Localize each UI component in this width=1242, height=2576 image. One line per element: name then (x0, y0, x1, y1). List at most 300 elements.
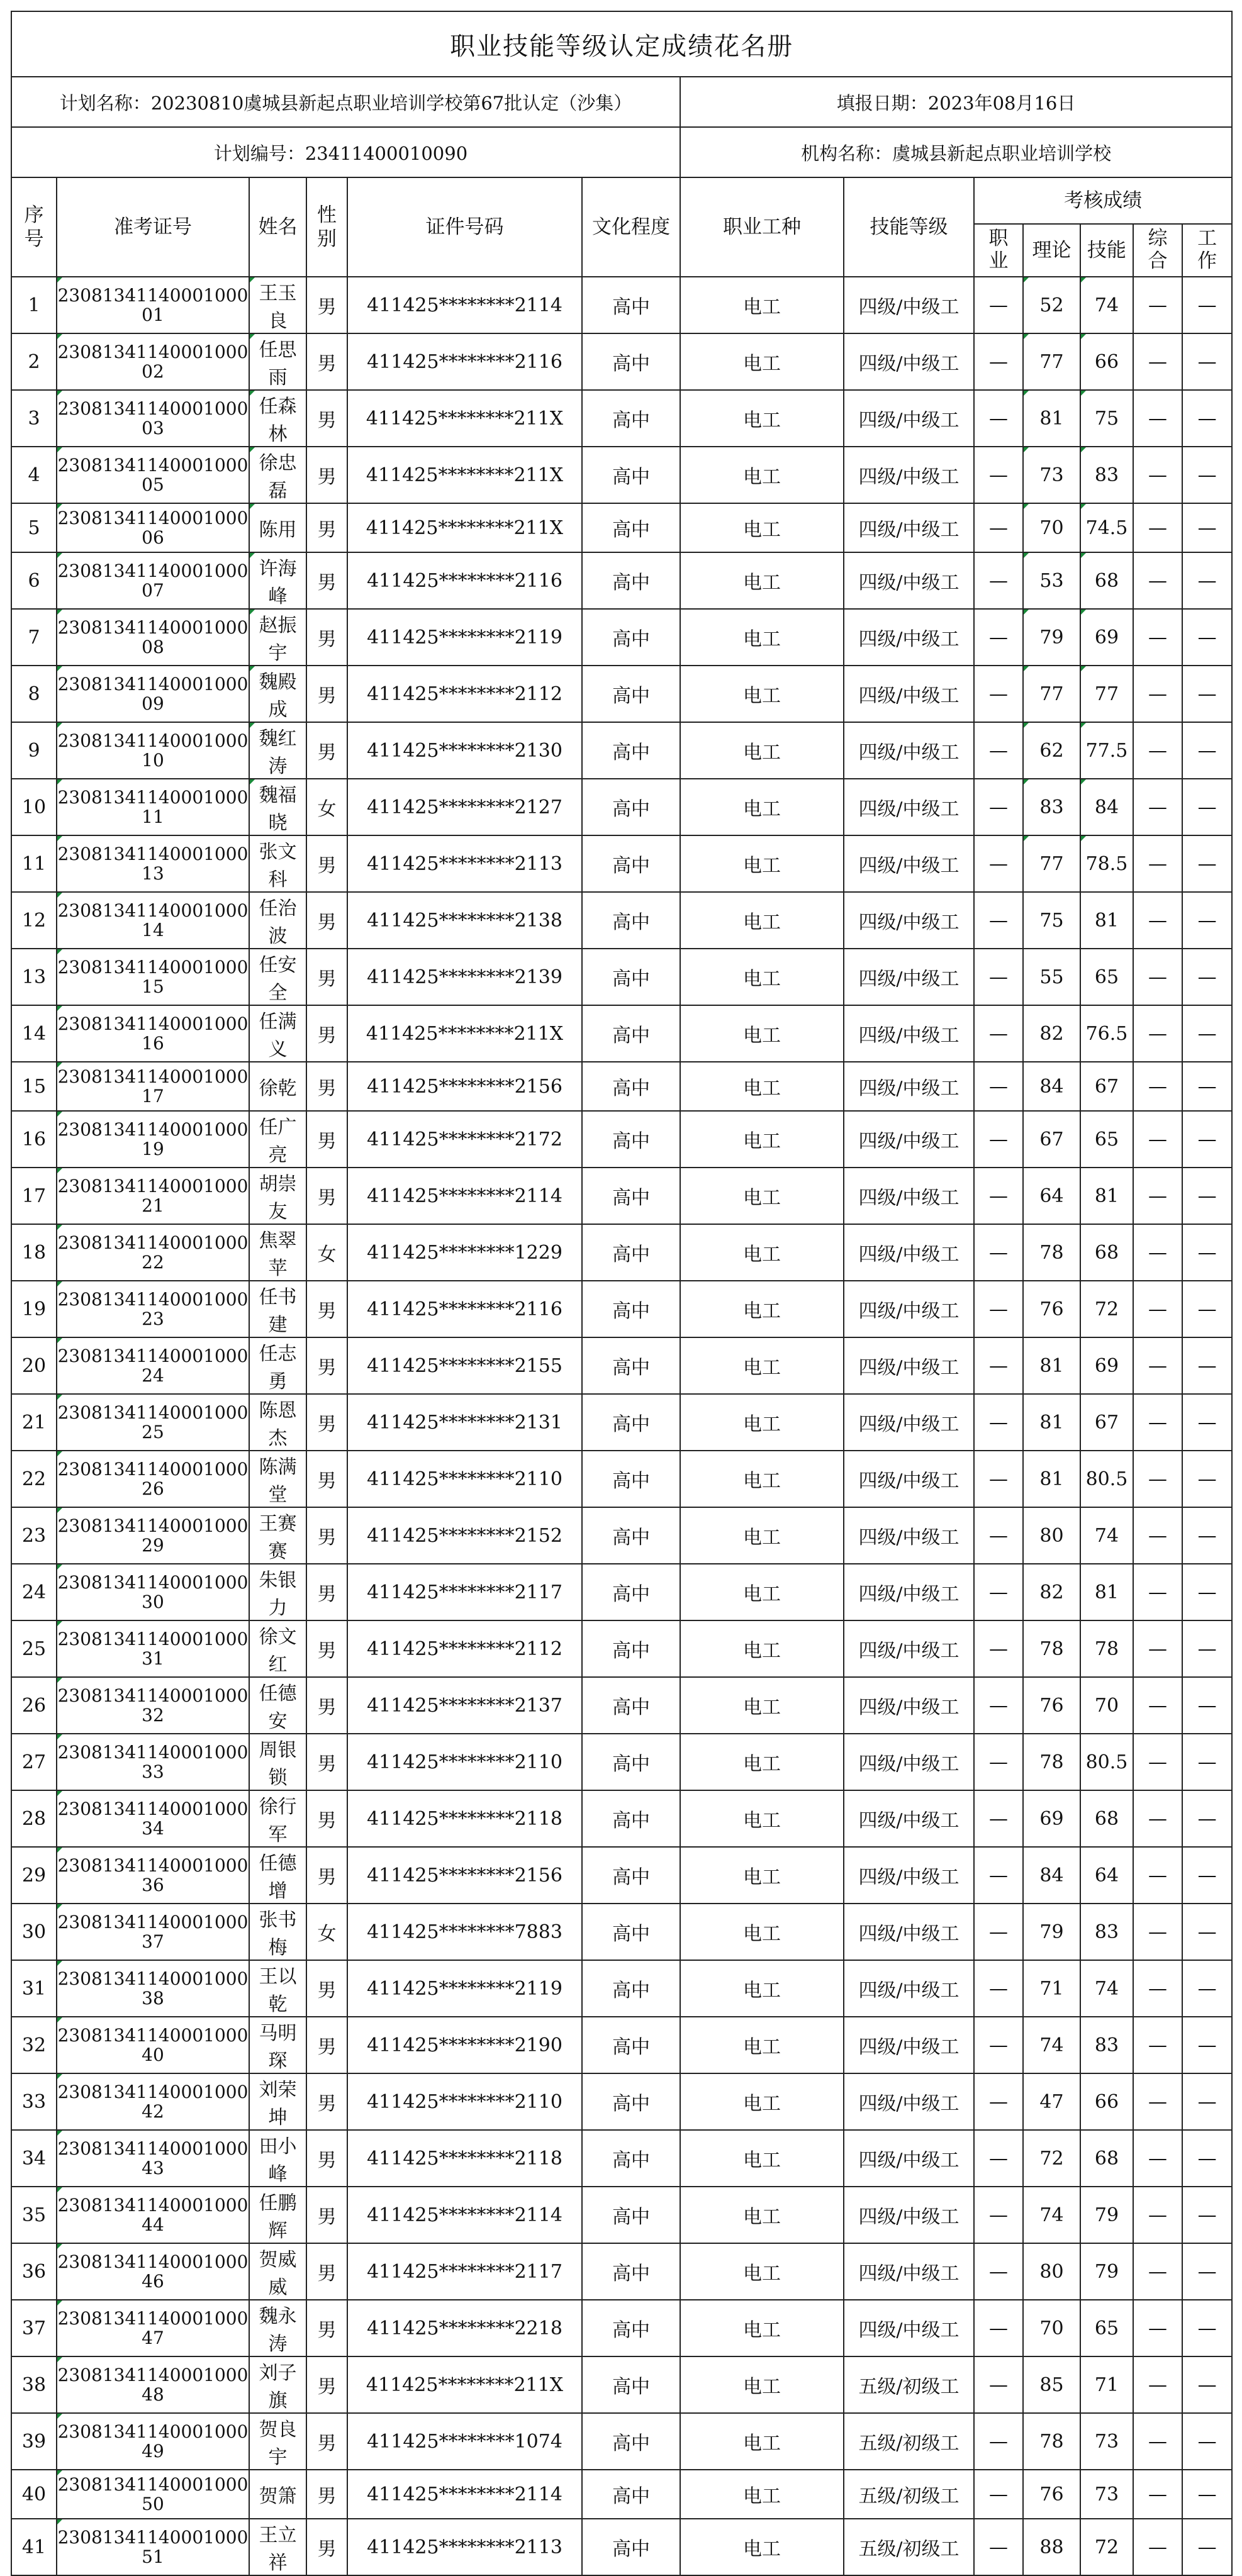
cell-education: 高中 (582, 1904, 680, 1960)
cell-education: 高中 (582, 277, 680, 333)
cell-score-skill: 67 (1080, 1062, 1133, 1111)
cell-score-work: — (1182, 552, 1232, 609)
cell-seq: 13 (11, 949, 57, 1005)
cell-skill-level: 四级/中级工 (844, 1734, 974, 1790)
cell-seq: 18 (11, 1224, 57, 1281)
cell-gender: 男 (306, 1620, 347, 1677)
cell-score-theory: 72 (1023, 2130, 1080, 2187)
cell-id-no: 411425********2152 (347, 1507, 582, 1564)
cell-gender: 男 (306, 2470, 347, 2519)
cell-id-no: 411425********7883 (347, 1904, 582, 1960)
cell-occupation: 电工 (680, 390, 844, 447)
cell-id-no: 411425********2138 (347, 892, 582, 949)
cell-id-no: 411425********2112 (347, 666, 582, 722)
cell-score-comprehensive: — (1133, 1451, 1182, 1507)
cell-exam-no: 2308134114000100010 (57, 722, 249, 779)
cell-score-professional: — (974, 1168, 1023, 1224)
cell-exam-no: 2308134114000100023 (57, 1281, 249, 1337)
cell-score-professional: — (974, 1960, 1023, 2017)
cell-id-no: 411425********2130 (347, 722, 582, 779)
cell-score-professional: — (974, 779, 1023, 835)
cell-name: 魏红涛 (249, 722, 306, 779)
cell-score-skill: 69 (1080, 609, 1133, 666)
cell-exam-no: 2308134114000100048 (57, 2356, 249, 2413)
cell-score-comprehensive: — (1133, 1224, 1182, 1281)
cell-seq: 12 (11, 892, 57, 949)
cell-education: 高中 (582, 2356, 680, 2413)
cell-occupation: 电工 (680, 2130, 844, 2187)
cell-occupation: 电工 (680, 609, 844, 666)
cell-gender: 男 (306, 2300, 347, 2356)
table-row (11, 447, 1232, 503)
cell-score-theory: 79 (1023, 609, 1080, 666)
cell-occupation: 电工 (680, 1734, 844, 1790)
cell-education: 高中 (582, 2300, 680, 2356)
cell-education: 高中 (582, 1790, 680, 1847)
cell-score-comprehensive: — (1133, 1960, 1182, 2017)
cell-score-theory: 53 (1023, 552, 1080, 609)
cell-score-work: — (1182, 277, 1232, 333)
cell-score-skill: 76.5 (1080, 1005, 1133, 1062)
cell-education: 高中 (582, 2413, 680, 2470)
table-row (11, 2356, 1232, 2413)
header-seq: 序号 (11, 177, 57, 277)
cell-score-skill: 78 (1080, 1620, 1133, 1677)
cell-score-skill: 81 (1080, 1168, 1133, 1224)
cell-name: 焦翠苹 (249, 1224, 306, 1281)
cell-education: 高中 (582, 1677, 680, 1734)
cell-exam-no: 2308134114000100034 (57, 1790, 249, 1847)
cell-id-no: 411425********2110 (347, 1734, 582, 1790)
cell-score-comprehensive: — (1133, 1677, 1182, 1734)
cell-exam-no: 2308134114000100003 (57, 390, 249, 447)
cell-score-comprehensive: — (1133, 333, 1182, 390)
cell-score-skill: 77.5 (1080, 722, 1133, 779)
cell-occupation: 电工 (680, 2187, 844, 2243)
cell-seq: 6 (11, 552, 57, 609)
cell-score-comprehensive: — (1133, 2519, 1182, 2575)
cell-skill-level: 四级/中级工 (844, 1224, 974, 1281)
cell-score-skill: 68 (1080, 552, 1133, 609)
cell-occupation: 电工 (680, 949, 844, 1005)
cell-score-skill: 78.5 (1080, 835, 1133, 892)
cell-skill-level: 五级/初级工 (844, 2356, 974, 2413)
cell-score-professional: — (974, 892, 1023, 949)
cell-score-professional: — (974, 552, 1023, 609)
cell-score-skill: 70 (1080, 1677, 1133, 1734)
cell-score-skill: 81 (1080, 1564, 1133, 1620)
cell-seq: 25 (11, 1620, 57, 1677)
table-row (11, 1620, 1232, 1677)
cell-score-theory: 69 (1023, 1790, 1080, 1847)
cell-skill-level: 四级/中级工 (844, 1960, 974, 2017)
cell-exam-no: 2308134114000100005 (57, 447, 249, 503)
cell-exam-no: 2308134114000100046 (57, 2243, 249, 2300)
cell-score-professional: — (974, 1224, 1023, 1281)
cell-score-skill: 75 (1080, 390, 1133, 447)
cell-occupation: 电工 (680, 2356, 844, 2413)
table-row (11, 1062, 1232, 1111)
cell-score-theory: 70 (1023, 503, 1080, 552)
cell-score-work: — (1182, 447, 1232, 503)
cell-score-skill: 74 (1080, 1507, 1133, 1564)
cell-name: 张书梅 (249, 1904, 306, 1960)
cell-score-comprehensive: — (1133, 1394, 1182, 1451)
cell-score-skill: 80.5 (1080, 1734, 1133, 1790)
cell-score-comprehensive: — (1133, 1337, 1182, 1394)
cell-gender: 男 (306, 1394, 347, 1451)
cell-name: 胡崇友 (249, 1168, 306, 1224)
cell-skill-level: 四级/中级工 (844, 2243, 974, 2300)
table-row (11, 2470, 1232, 2519)
cell-name: 任满义 (249, 1005, 306, 1062)
cell-education: 高中 (582, 2017, 680, 2073)
cell-id-no: 411425********211X (347, 447, 582, 503)
cell-gender: 男 (306, 1790, 347, 1847)
cell-score-theory: 74 (1023, 2187, 1080, 2243)
cell-score-work: — (1182, 1507, 1232, 1564)
cell-seq: 41 (11, 2519, 57, 2575)
cell-name: 任德安 (249, 1677, 306, 1734)
cell-score-theory: 84 (1023, 1847, 1080, 1904)
cell-id-no: 411425********2156 (347, 1847, 582, 1904)
cell-education: 高中 (582, 892, 680, 949)
cell-education: 高中 (582, 390, 680, 447)
cell-occupation: 电工 (680, 1337, 844, 1394)
table-row (11, 2519, 1232, 2575)
cell-gender: 男 (306, 2017, 347, 2073)
table-row (11, 1394, 1232, 1451)
table-row (11, 1337, 1232, 1394)
cell-occupation: 电工 (680, 1111, 844, 1168)
cell-skill-level: 四级/中级工 (844, 1620, 974, 1677)
cell-gender: 男 (306, 2187, 347, 2243)
cell-education: 高中 (582, 835, 680, 892)
cell-score-work: — (1182, 333, 1232, 390)
cell-score-professional: — (974, 1734, 1023, 1790)
cell-score-work: — (1182, 1451, 1232, 1507)
cell-seq: 33 (11, 2073, 57, 2130)
cell-score-theory: 77 (1023, 333, 1080, 390)
cell-gender: 男 (306, 892, 347, 949)
cell-exam-no: 2308134114000100043 (57, 2130, 249, 2187)
cell-skill-level: 四级/中级工 (844, 1281, 974, 1337)
cell-score-comprehensive: — (1133, 2187, 1182, 2243)
cell-id-no: 411425********2127 (347, 779, 582, 835)
cell-name: 任森林 (249, 390, 306, 447)
cell-score-comprehensive: — (1133, 2470, 1182, 2519)
score-roster-table (11, 11, 1233, 2576)
cell-gender: 男 (306, 949, 347, 1005)
cell-skill-level: 四级/中级工 (844, 390, 974, 447)
cell-score-work: — (1182, 835, 1232, 892)
cell-name: 魏殿成 (249, 666, 306, 722)
cell-gender: 男 (306, 2519, 347, 2575)
cell-score-work: — (1182, 892, 1232, 949)
cell-score-comprehensive: — (1133, 2413, 1182, 2470)
cell-seq: 34 (11, 2130, 57, 2187)
cell-occupation: 电工 (680, 447, 844, 503)
cell-id-no: 411425********2114 (347, 1168, 582, 1224)
cell-id-no: 411425********1229 (347, 1224, 582, 1281)
table-row (11, 1005, 1232, 1062)
cell-skill-level: 四级/中级工 (844, 1168, 974, 1224)
cell-id-no: 411425********2116 (347, 1281, 582, 1337)
cell-skill-level: 四级/中级工 (844, 1847, 974, 1904)
cell-name: 田小峰 (249, 2130, 306, 2187)
cell-score-comprehensive: — (1133, 503, 1182, 552)
cell-score-professional: — (974, 333, 1023, 390)
cell-skill-level: 四级/中级工 (844, 1507, 974, 1564)
cell-score-work: — (1182, 2017, 1232, 2073)
cell-score-work: — (1182, 1281, 1232, 1337)
cell-score-skill: 68 (1080, 1790, 1133, 1847)
header-score-skill: 技能 (1080, 224, 1133, 277)
cell-id-no: 411425********2112 (347, 1620, 582, 1677)
cell-skill-level: 四级/中级工 (844, 1062, 974, 1111)
cell-name: 贺威威 (249, 2243, 306, 2300)
header-scores: 考核成绩 (974, 177, 1232, 224)
cell-score-work: — (1182, 949, 1232, 1005)
header-score-work: 工作 (1182, 224, 1232, 277)
cell-score-comprehensive: — (1133, 2130, 1182, 2187)
cell-name: 刘子旗 (249, 2356, 306, 2413)
cell-name: 徐忠磊 (249, 447, 306, 503)
cell-score-comprehensive: — (1133, 609, 1182, 666)
cell-name: 徐行军 (249, 1790, 306, 1847)
table-row (11, 2073, 1232, 2130)
table-row (11, 1790, 1232, 1847)
cell-id-no: 411425********2156 (347, 1062, 582, 1111)
table-row (11, 1734, 1232, 1790)
cell-score-theory: 76 (1023, 2470, 1080, 2519)
table-row (11, 1904, 1232, 1960)
cell-education: 高中 (582, 503, 680, 552)
cell-education: 高中 (582, 1620, 680, 1677)
cell-name: 任治波 (249, 892, 306, 949)
cell-id-no: 411425********2172 (347, 1111, 582, 1168)
cell-score-professional: — (974, 1904, 1023, 1960)
cell-name: 任志勇 (249, 1337, 306, 1394)
cell-score-professional: — (974, 2470, 1023, 2519)
cell-exam-no: 2308134114000100008 (57, 609, 249, 666)
cell-occupation: 电工 (680, 552, 844, 609)
cell-score-theory: 78 (1023, 1620, 1080, 1677)
cell-exam-no: 2308134114000100026 (57, 1451, 249, 1507)
cell-score-professional: — (974, 2017, 1023, 2073)
cell-name: 魏福晓 (249, 779, 306, 835)
cell-education: 高中 (582, 2073, 680, 2130)
cell-education: 高中 (582, 1168, 680, 1224)
cell-score-professional: — (974, 1677, 1023, 1734)
cell-name: 任德增 (249, 1847, 306, 1904)
cell-score-work: — (1182, 609, 1232, 666)
cell-seq: 24 (11, 1564, 57, 1620)
cell-score-theory: 85 (1023, 2356, 1080, 2413)
cell-gender: 男 (306, 835, 347, 892)
cell-education: 高中 (582, 333, 680, 390)
cell-gender: 男 (306, 390, 347, 447)
cell-seq: 1 (11, 277, 57, 333)
cell-seq: 16 (11, 1111, 57, 1168)
cell-occupation: 电工 (680, 666, 844, 722)
cell-score-theory: 82 (1023, 1564, 1080, 1620)
cell-gender: 男 (306, 1168, 347, 1224)
cell-occupation: 电工 (680, 1904, 844, 1960)
cell-seq: 15 (11, 1062, 57, 1111)
cell-name: 任思雨 (249, 333, 306, 390)
table-row (11, 666, 1232, 722)
cell-seq: 31 (11, 1960, 57, 2017)
cell-gender: 男 (306, 1960, 347, 2017)
cell-score-professional: — (974, 835, 1023, 892)
cell-score-work: — (1182, 2243, 1232, 2300)
cell-score-theory: 83 (1023, 779, 1080, 835)
cell-education: 高中 (582, 2470, 680, 2519)
cell-score-work: — (1182, 1224, 1232, 1281)
cell-id-no: 411425********2131 (347, 1394, 582, 1451)
cell-score-comprehensive: — (1133, 1281, 1182, 1337)
cell-score-skill: 66 (1080, 2073, 1133, 2130)
header-score-theory: 理论 (1023, 224, 1080, 277)
cell-score-comprehensive: — (1133, 277, 1182, 333)
cell-id-no: 411425********2114 (347, 2470, 582, 2519)
cell-exam-no: 2308134114000100050 (57, 2470, 249, 2519)
cell-exam-no: 2308134114000100029 (57, 1507, 249, 1564)
cell-name: 任书建 (249, 1281, 306, 1337)
cell-seq: 30 (11, 1904, 57, 1960)
cell-score-work: — (1182, 1734, 1232, 1790)
cell-score-theory: 70 (1023, 2300, 1080, 2356)
cell-score-skill: 69 (1080, 1337, 1133, 1394)
cell-education: 高中 (582, 722, 680, 779)
cell-name: 许海峰 (249, 552, 306, 609)
cell-exam-no: 2308134114000100007 (57, 552, 249, 609)
cell-skill-level: 五级/初级工 (844, 2519, 974, 2575)
cell-score-professional: — (974, 1790, 1023, 1847)
cell-seq: 40 (11, 2470, 57, 2519)
cell-occupation: 电工 (680, 1507, 844, 1564)
cell-score-professional: — (974, 2356, 1023, 2413)
cell-score-skill: 67 (1080, 1394, 1133, 1451)
cell-score-skill: 83 (1080, 447, 1133, 503)
cell-exam-no: 2308134114000100040 (57, 2017, 249, 2073)
table-row (11, 1451, 1232, 1507)
cell-education: 高中 (582, 1005, 680, 1062)
table-row (11, 1677, 1232, 1734)
cell-seq: 39 (11, 2413, 57, 2470)
cell-score-theory: 74 (1023, 2017, 1080, 2073)
cell-score-professional: — (974, 1394, 1023, 1451)
cell-exam-no: 2308134114000100051 (57, 2519, 249, 2575)
cell-score-theory: 81 (1023, 1451, 1080, 1507)
cell-score-work: — (1182, 1620, 1232, 1677)
cell-name: 马明琛 (249, 2017, 306, 2073)
table-row (11, 2300, 1232, 2356)
cell-score-comprehensive: — (1133, 949, 1182, 1005)
cell-skill-level: 四级/中级工 (844, 2130, 974, 2187)
cell-score-professional: — (974, 277, 1023, 333)
cell-seq: 38 (11, 2356, 57, 2413)
cell-id-no: 411425********2139 (347, 949, 582, 1005)
cell-id-no: 411425********2118 (347, 1790, 582, 1847)
cell-occupation: 电工 (680, 2470, 844, 2519)
cell-skill-level: 四级/中级工 (844, 1005, 974, 1062)
table-row (11, 1168, 1232, 1224)
cell-gender: 男 (306, 1451, 347, 1507)
cell-score-comprehensive: — (1133, 2243, 1182, 2300)
cell-exam-no: 2308134114000100015 (57, 949, 249, 1005)
cell-occupation: 电工 (680, 2017, 844, 2073)
cell-education: 高中 (582, 2130, 680, 2187)
cell-score-skill: 72 (1080, 2519, 1133, 2575)
cell-score-professional: — (974, 1111, 1023, 1168)
cell-skill-level: 四级/中级工 (844, 779, 974, 835)
cell-score-skill: 74.5 (1080, 503, 1133, 552)
cell-name: 王赛赛 (249, 1507, 306, 1564)
cell-name: 王立祥 (249, 2519, 306, 2575)
cell-score-theory: 78 (1023, 2413, 1080, 2470)
cell-occupation: 电工 (680, 1394, 844, 1451)
cell-exam-no: 2308134114000100030 (57, 1564, 249, 1620)
cell-seq: 10 (11, 779, 57, 835)
cell-seq: 14 (11, 1005, 57, 1062)
cell-score-professional: — (974, 1281, 1023, 1337)
cell-id-no: 411425********2116 (347, 333, 582, 390)
table-row (11, 333, 1232, 390)
cell-exam-no: 2308134114000100044 (57, 2187, 249, 2243)
cell-gender: 女 (306, 779, 347, 835)
cell-exam-no: 2308134114000100024 (57, 1337, 249, 1394)
cell-score-work: — (1182, 1904, 1232, 1960)
cell-score-work: — (1182, 1847, 1232, 1904)
cell-score-comprehensive: — (1133, 1847, 1182, 1904)
cell-score-comprehensive: — (1133, 1620, 1182, 1677)
table-row (11, 1224, 1232, 1281)
cell-gender: 男 (306, 1281, 347, 1337)
header-gender: 性别 (306, 177, 347, 277)
table-row (11, 1847, 1232, 1904)
cell-name: 魏永涛 (249, 2300, 306, 2356)
cell-score-work: — (1182, 1960, 1232, 2017)
cell-score-professional: — (974, 722, 1023, 779)
cell-skill-level: 四级/中级工 (844, 2187, 974, 2243)
cell-seq: 17 (11, 1168, 57, 1224)
cell-score-skill: 65 (1080, 949, 1133, 1005)
cell-exam-no: 2308134114000100013 (57, 835, 249, 892)
cell-seq: 20 (11, 1337, 57, 1394)
cell-score-skill: 83 (1080, 1904, 1133, 1960)
cell-seq: 37 (11, 2300, 57, 2356)
cell-score-theory: 64 (1023, 1168, 1080, 1224)
cell-education: 高中 (582, 666, 680, 722)
cell-occupation: 电工 (680, 892, 844, 949)
cell-name: 徐文红 (249, 1620, 306, 1677)
cell-skill-level: 四级/中级工 (844, 1394, 974, 1451)
cell-id-no: 411425********2117 (347, 2243, 582, 2300)
cell-name: 陈满堂 (249, 1451, 306, 1507)
cell-exam-no: 2308134114000100042 (57, 2073, 249, 2130)
cell-score-work: — (1182, 1337, 1232, 1394)
cell-gender: 女 (306, 1224, 347, 1281)
cell-score-comprehensive: — (1133, 892, 1182, 949)
cell-score-theory: 81 (1023, 1394, 1080, 1451)
table-row (11, 1111, 1232, 1168)
cell-skill-level: 四级/中级工 (844, 447, 974, 503)
cell-skill-level: 四级/中级工 (844, 503, 974, 552)
cell-score-professional: — (974, 1507, 1023, 1564)
cell-occupation: 电工 (680, 1790, 844, 1847)
